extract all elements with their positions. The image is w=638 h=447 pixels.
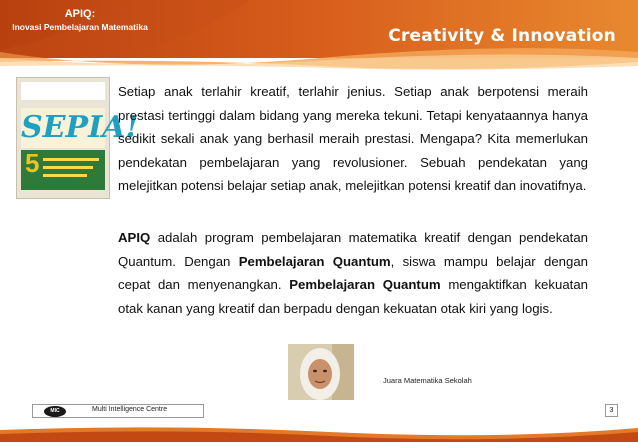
mic-logo: MIC [44, 406, 66, 417]
photo-caption: Juara Matematika Sekolah [383, 376, 472, 385]
book-line [43, 174, 87, 177]
book-cover-title: SEPIA! [21, 108, 105, 148]
book-line [43, 166, 93, 169]
page-number: 3 [605, 404, 618, 417]
book-cover-image [16, 77, 139, 199]
footer-text: Multi Intelligence Centre [92, 406, 168, 413]
bold-pembelajaran-quantum: Pembelajaran Quantum [289, 277, 441, 293]
student-photo [288, 344, 354, 400]
brand-tagline: Inovasi Pembelajaran Matematika [12, 22, 148, 32]
paragraph-intro: Setiap anak terlahir kreatif, terlahir jenius. Setiap anak berpotensi meraih prestasi tertinggi dalam bidang yang mereka tekuni. Tetapi kenyataannya hanya sedikit sekali anak yang berhasil meraih prestasi. Mengapa? Kita memerlukan pendekatan pembelajaran yang revolusioner. Sebuah pendekatan yang melejitkan potensi belajar setiap anak, melejitkan potensi kreatif dan inovatifnya. [118, 84, 588, 194]
book-cover-header [21, 82, 105, 100]
brand-block [0, 8, 160, 33]
book-cover-number: 5 [25, 148, 40, 178]
bold-pembelajaran-quantum: Pembelajaran Quantum [238, 253, 391, 269]
header-banner [0, 0, 638, 70]
text-segment: mengaktifkan kekuatan otak kanan yang kreatif dan berpadu dengan kekuatan otak kiri yang logis. [118, 277, 588, 316]
text-segment: , siswa mampu belajar dengan cepat dan menyenangkan. [118, 253, 588, 293]
paragraph-apiq [118, 226, 588, 320]
bold-apiq: APIQ [118, 230, 151, 245]
text-segment: adalah program pembelajaran matematika kreatif dengan pendekatan Quantum. Dengan [118, 230, 588, 269]
student-photo-graphic [288, 344, 354, 400]
book-line [43, 158, 99, 161]
brand-name: APIQ: [64, 8, 96, 20]
slide-title: Creativity & Innovation [388, 26, 616, 46]
